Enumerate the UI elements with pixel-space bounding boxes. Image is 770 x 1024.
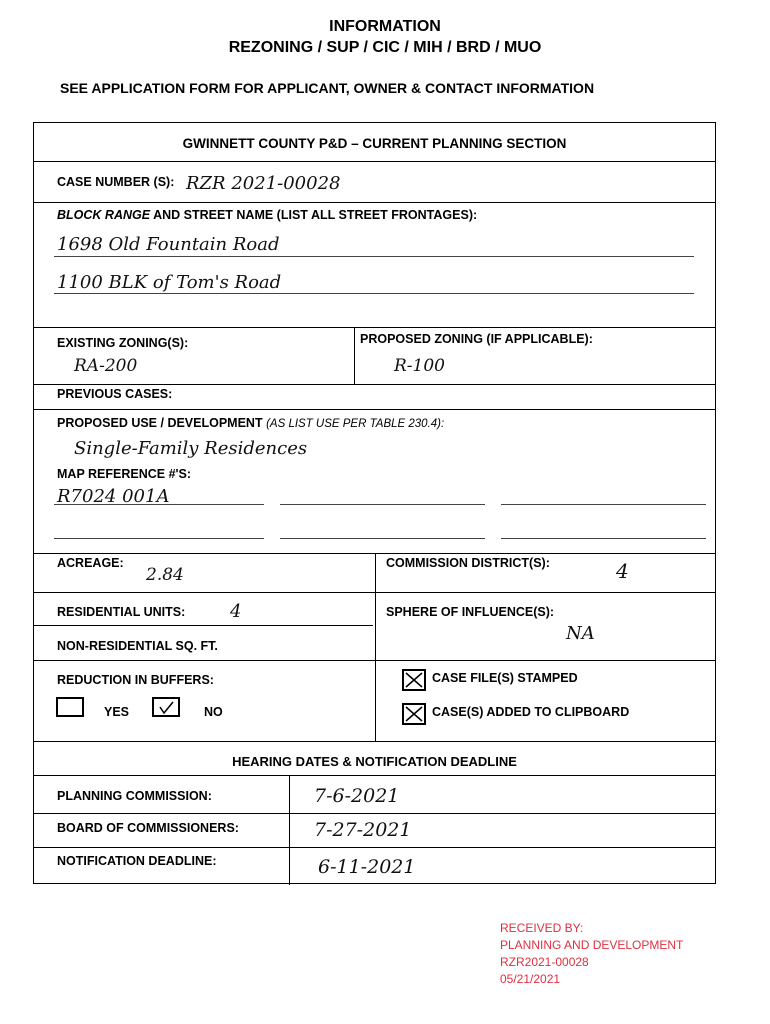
proposed-zoning-value[interactable]: R-100 xyxy=(394,356,445,376)
existing-zoning-value[interactable]: RA-200 xyxy=(74,356,138,376)
proposed-use-label-italic: (AS LIST USE PER TABLE 230.4): xyxy=(266,418,445,430)
clipboard-label: CASE(S) ADDED TO CLIPBOARD xyxy=(432,705,630,719)
received-stamp xyxy=(500,920,683,988)
street-1-value[interactable]: 1698 Old Fountain Road xyxy=(57,234,280,255)
street-label-rest: AND STREET NAME (LIST ALL STREET FRONTAGES): xyxy=(150,208,478,222)
proposed-use-label xyxy=(57,416,444,430)
notification-deadline-label: NOTIFICATION DEADLINE: xyxy=(57,854,217,868)
residential-units-label: RESIDENTIAL UNITS: xyxy=(57,605,186,619)
sphere-value[interactable]: NA xyxy=(566,623,595,644)
case-file-label: CASE FILE(S) STAMPED xyxy=(432,671,578,685)
notification-deadline-value[interactable]: 6-11-2021 xyxy=(318,856,416,878)
check-mark-icon xyxy=(154,699,178,715)
board-commissioners-label: BOARD OF COMMISSIONERS: xyxy=(57,821,239,835)
no-label: NO xyxy=(204,705,223,719)
yes-label: YES xyxy=(104,705,130,719)
map-reference-label: MAP REFERENCE #'S: xyxy=(57,467,192,481)
form-subtitle: REZONING / SUP / CIC / MIH / BRD / MUO xyxy=(228,39,542,56)
planning-commission-value[interactable]: 7-6-2021 xyxy=(314,785,400,807)
x-mark-icon xyxy=(404,705,424,723)
form-note: SEE APPLICATION FORM FOR APPLICANT, OWNER & CONTACT INFORMATION xyxy=(60,80,595,96)
previous-cases-label: PREVIOUS CASES: xyxy=(57,387,173,401)
street-label xyxy=(57,208,477,222)
stamp-line-2: PLANNING AND DEVELOPMENT xyxy=(500,938,684,952)
non-residential-label: NON-RESIDENTIAL SQ. FT. xyxy=(57,639,218,653)
street-label-italic: BLOCK RANGE xyxy=(57,208,151,222)
map-reference-value[interactable]: R7024 001A xyxy=(57,486,170,507)
hearing-title: HEARING DATES & NOTIFICATION DEADLINE xyxy=(232,754,517,769)
form-title: INFORMATION xyxy=(329,18,441,35)
street-2-value[interactable]: 1100 BLK of Tom's Road xyxy=(57,272,282,293)
proposed-zoning-label: PROPOSED ZONING (IF APPLICABLE): xyxy=(360,332,593,346)
acreage-label: ACREAGE: xyxy=(57,556,124,570)
residential-units-value[interactable]: 4 xyxy=(230,601,242,622)
commission-district-label: COMMISSION DISTRICT(S): xyxy=(386,556,550,570)
board-commissioners-value[interactable]: 7-27-2021 xyxy=(314,819,412,841)
clipboard-checkbox[interactable] xyxy=(402,703,426,725)
case-number-label: CASE NUMBER (S): xyxy=(57,175,175,189)
planning-commission-label: PLANNING COMMISSION: xyxy=(57,789,212,803)
section-title: GWINNETT COUNTY P&D – CURRENT PLANNING SECTION xyxy=(182,136,567,151)
commission-district-value[interactable]: 4 xyxy=(616,559,629,583)
yes-checkbox[interactable] xyxy=(56,697,84,717)
stamp-line-4: 05/21/2021 xyxy=(500,972,561,986)
sphere-label: SPHERE OF INFLUENCE(S): xyxy=(386,605,555,619)
x-mark-icon xyxy=(404,671,424,689)
existing-zoning-label: EXISTING ZONING(S): xyxy=(57,336,189,350)
proposed-use-label-main: PROPOSED USE / DEVELOPMENT xyxy=(57,416,267,430)
case-file-checkbox[interactable] xyxy=(402,669,426,691)
planning-form xyxy=(33,122,716,884)
stamp-line-3: RZR2021-00028 xyxy=(500,955,589,969)
stamp-line-1: RECEIVED BY: xyxy=(500,921,584,935)
proposed-use-value[interactable]: Single-Family Residences xyxy=(74,438,308,459)
acreage-value[interactable]: 2.84 xyxy=(146,565,184,585)
reduction-label: REDUCTION IN BUFFERS: xyxy=(57,673,214,687)
no-checkbox[interactable] xyxy=(152,697,180,717)
case-number-value[interactable]: RZR 2021-00028 xyxy=(186,173,341,194)
